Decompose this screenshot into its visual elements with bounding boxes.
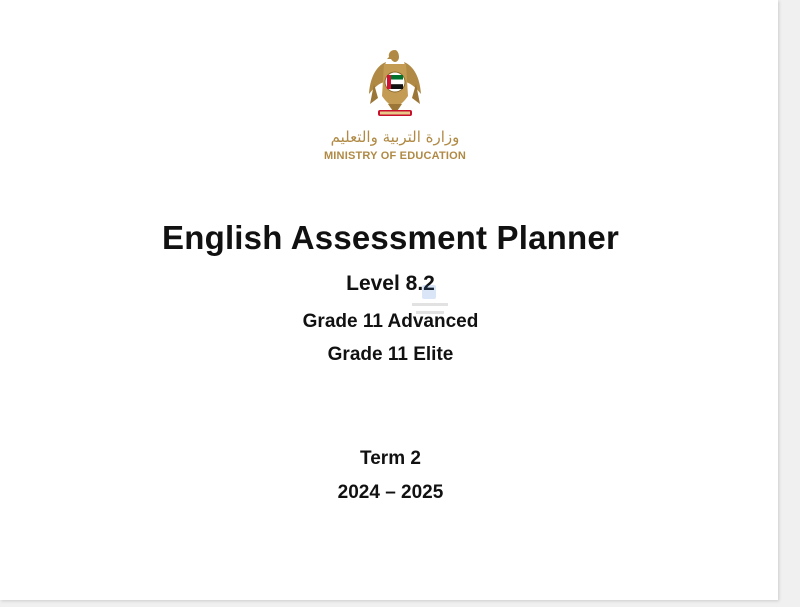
ministry-name: MINISTRY OF EDUCATION xyxy=(323,150,467,162)
grade-advanced-label: Grade 11 Advanced xyxy=(302,311,479,332)
uae-falcon-emblem-icon xyxy=(366,48,424,120)
grade-elite-label: Grade 11 Elite xyxy=(327,344,454,365)
term-label: Term 2 xyxy=(360,448,421,469)
ministry-arabic-name: وزارة التربية والتعليم xyxy=(330,128,460,146)
document-title: English Assessment Planner xyxy=(162,219,619,256)
watermark-logo-icon xyxy=(408,283,452,323)
level-label: Level 8.2 xyxy=(346,272,435,295)
academic-year-label: 2024 – 2025 xyxy=(337,482,444,503)
